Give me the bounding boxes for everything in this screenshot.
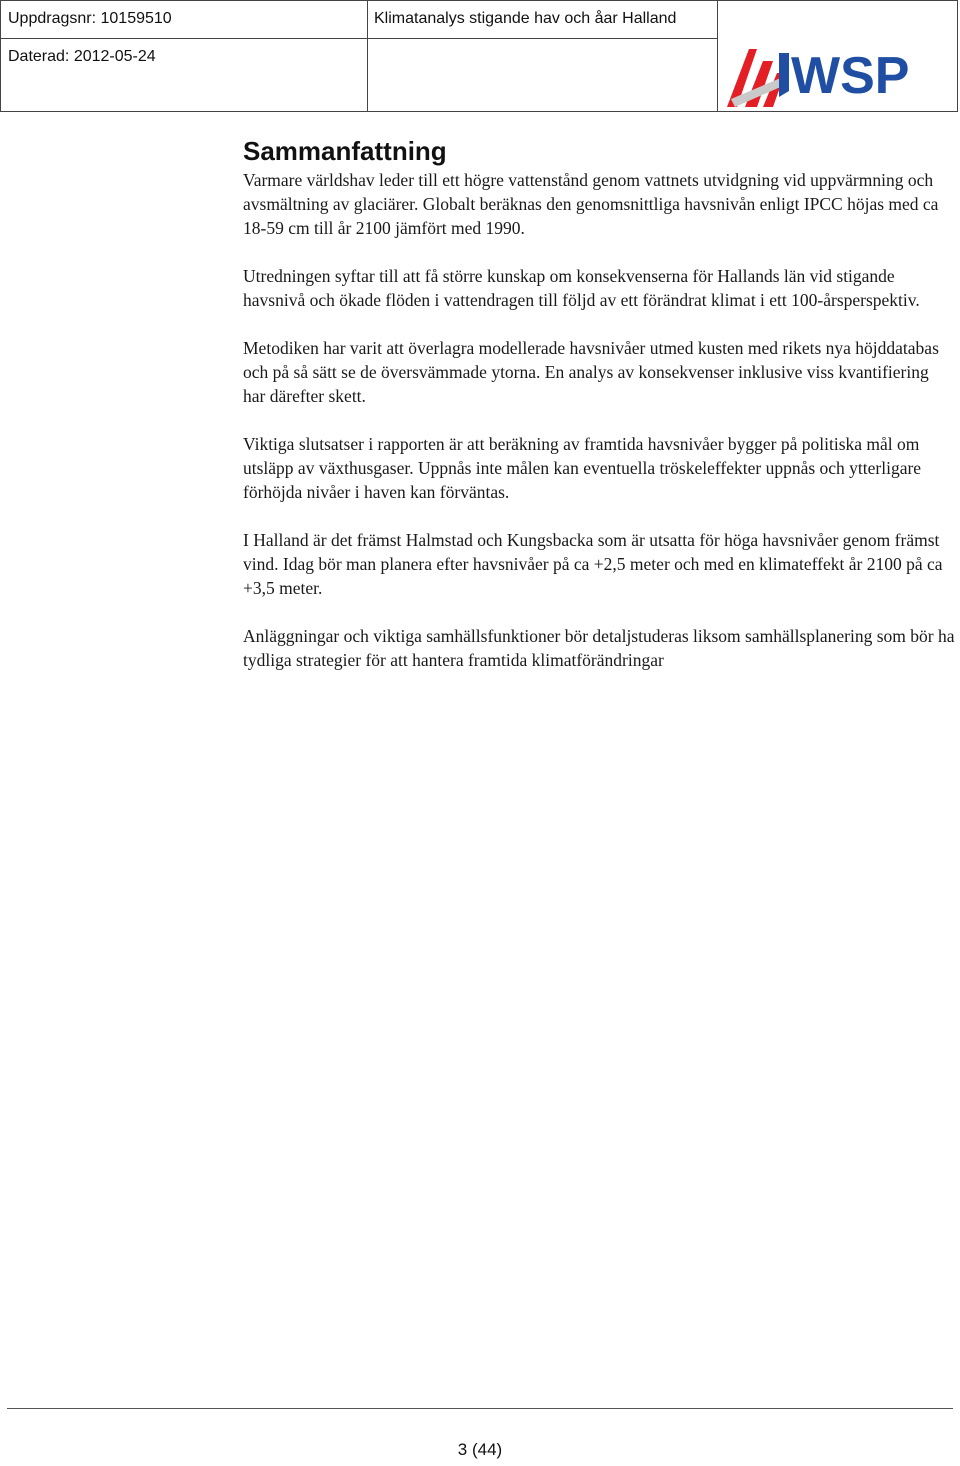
paragraph-sea-level: Varmare världshav leder till ett högre vattenstånd genom vattnets utvidgning vid uppvärmning och avsmältning av glaciärer. Globalt beräknas den genomsnittliga havsnivån enligt IPCC höjas med ca 18-59 cm till år 2100 jämfört med 1990. (243, 170, 939, 238)
footer-divider (7, 1408, 953, 1409)
summary-section (243, 134, 955, 696)
header-divider (1, 38, 717, 39)
document-header (0, 0, 958, 112)
paragraph-recommendation: Anläggningar och viktiga samhällsfunktioner bör detaljstuderas liksom samhällsplanering som bör ha tydliga strategier för att hantera framtida klimatförändringar (243, 626, 955, 670)
page-number: 3 (44) (457, 1440, 503, 1459)
paragraph-method: Metodiken har varit att överlagra modellerade havsnivåer utmed kusten med rikets nya höjddatabas och på så sätt se de översvämmade ytorna. En analys av konsekvenser inklusive viss kvantifiering har därefter skett. (243, 338, 939, 406)
header-divider (717, 1, 718, 111)
document-title: Klimatanalys stigande hav och åar Halland (374, 10, 677, 27)
order-number: Uppdragsnr: 10159510 (8, 10, 172, 27)
header-divider (367, 1, 368, 111)
document-date: Daterad: 2012-05-24 (8, 48, 156, 65)
section-heading: Sammanfattning (243, 136, 447, 166)
wsp-logo (723, 41, 923, 109)
paragraph-conclusions: Viktiga slutsatser i rapporten är att beräkning av framtida havsnivåer bygger på politiska mål om utsläpp av växthusgaser. Uppnås inte målen kan eventuella tröskeleffekter uppnås och ytterligare förhöjda nivåer i haven kan förväntas. (243, 434, 922, 502)
paragraph-halland: I Halland är det främst Halmstad och Kungsbacka som är utsatta för höga havsnivåer genom främst vind. Idag bör man planera efter havsnivåer på ca +2,5 meter och med en klimateffekt år 2100 på ca +3,5 meter. (243, 530, 943, 598)
paragraph-purpose: Utredningen syftar till att få större kunskap om konsekvenserna för Hallands län vid stigande havsnivå och ökade flöden i vattendragen till följd av ett förändrat klimat i ett 100-årsperspektiv. (243, 266, 920, 310)
logo-wordmark: WSP (791, 47, 910, 105)
